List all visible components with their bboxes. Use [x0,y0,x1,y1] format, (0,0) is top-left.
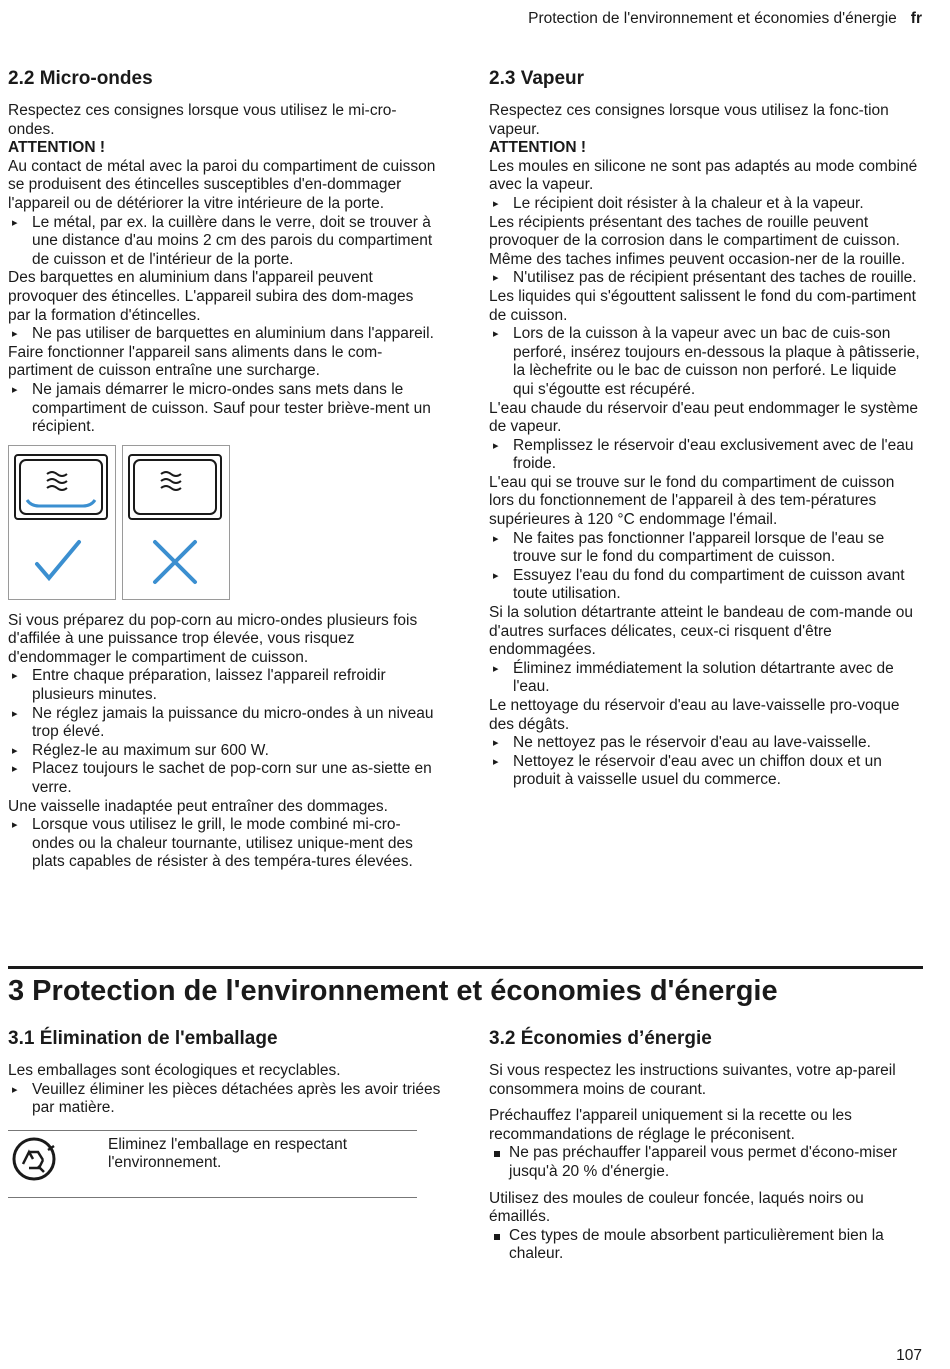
instruction-item: ▸ N'utilisez pas de récipient présentant des taches de rouille. [489,269,921,288]
section-packaging [8,1028,448,1198]
bullet-item: Ces types de moule absorbent particulièrement bien la chaleur. [489,1227,921,1264]
instruction-item: ▸ Veuillez éliminer les pièces détachées après les avoir triées par matière. [8,1081,448,1118]
panel-with-food [8,445,116,600]
paragraph: Si la solution détartrante atteint le bandeau de com-mande ou d'autres surfaces délicates, ceux-ci risquent d'être endommagées. [489,604,913,659]
section-heading-2-3: 2.3 Vapeur [489,68,585,89]
section-heading-3-1: 3.1 Élimination de l'emballage [8,1028,278,1049]
section-steam [489,68,921,790]
paragraph: Respectez ces consignes lorsque vous utilisez le mi-cro-ondes. [8,102,397,138]
page-header [528,10,922,28]
section-heading-2-2: 2.2 Micro-ondes [8,68,153,89]
paragraph: Au contact de métal avec la paroi du compartiment de cuisson se produisent des étincelles susceptibles d'en-dommager l'appareil ou de détériorer la vitre intérieure de la porte. [8,157,436,212]
instruction-item: ▸ Ne nettoyez pas le réservoir d'eau au lave-vaisselle. [489,734,921,753]
instruction-item: ▸ Ne pas utiliser de barquettes en aluminium dans l'appareil. [8,325,440,344]
instruction-item: ▸ Entre chaque préparation, laissez l'appareil refroidir plusieurs minutes. [8,667,440,704]
chapter-heading: 3 Protection de l'environnement et économies d'énergie [8,975,778,1007]
paragraph: Des barquettes en aluminium dans l'appareil peuvent provoquer des étincelles. L'appareil subira des dom-mages par la formation d'étincelles. [8,269,414,324]
header-title: Protection de l'environnement et économies d'énergie [528,10,897,27]
panel-empty [122,445,230,600]
instruction-item: ▸ Lorsque vous utilisez le grill, le mode combiné mi-cro-ondes ou la chaleur tournante, utilisez unique-ment des plats capables de résister à des tempéra-tures élevées. [8,816,440,872]
recycling-icon [8,1136,108,1188]
paragraph: Respectez ces consignes lorsque vous utilisez la fonc-tion vapeur. [489,102,889,138]
section-microwave [8,68,440,872]
instruction-item: ▸ Ne faites pas fonctionner l'appareil lorsque de l'eau se trouve sur le fond du compartiment de cuisson. [489,530,921,567]
bullet-item: Ne pas préchauffer l'appareil vous permet d'écono-miser jusqu'à 20 % d'énergie. [489,1144,921,1181]
instruction-item: ▸ Réglez-le au maximum sur 600 W. [8,742,440,761]
paragraph: Les récipients présentant des taches de rouille peuvent provoquer de la corrosion dans le compartiment de cuisson. Même des taches infimes peuvent occasion-ner de la rouille. [489,213,906,268]
instruction-item: ▸ Nettoyez le réservoir d'eau avec un chiffon doux et un produit à vaisselle usuel du commerce. [489,753,921,790]
instruction-item: ▸ Placez toujours le sachet de pop-corn sur une as-siette en verre. [8,760,440,797]
instruction-item: ▸ Remplissez le réservoir d'eau exclusivement avec de l'eau froide. [489,437,921,474]
instruction-item: ▸ Le métal, par ex. la cuillère dans le verre, doit se trouver à une distance d'au moins 2 cm des parois du compartiment de cuisson et de l'intérieur de la porte. [8,214,440,270]
instruction-item: ▸ Ne jamais démarrer le micro-ondes sans mets dans le compartiment de cuisson. Sauf pour tester briève-ment un récipient. [8,381,440,437]
paragraph: L'eau chaude du réservoir d'eau peut endommager le système de vapeur. [489,399,918,436]
instruction-item: ▸ Essuyez l'eau du fond du compartiment de cuisson avant toute utilisation. [489,567,921,604]
paragraph: Faire fonctionner l'appareil sans aliments dans le com-partiment de cuisson entraîne une surcharge. [8,343,383,380]
paragraph: Si vous préparez du pop-corn au micro-ondes plusieurs fois d'affilée à une puissance trop élevée, vous risquez d'endommager le compartiment de cuisson. [8,611,418,666]
paragraph: L'eau qui se trouve sur le fond du compartiment de cuisson lors du fonctionnement de l'appareil à des tem-pératures supérieures à 120 °C endommage l'émail. [489,473,895,529]
microwave-illustration [8,445,440,600]
attention-label: ATTENTION ! [489,139,587,157]
attention-label: ATTENTION ! [8,139,106,157]
chapter-divider [8,966,923,969]
section-heading-3-2: 3.2 Économies d’énergie [489,1028,712,1049]
instruction-item: ▸ Éliminez immédiatement la solution détartrante avec de l'eau. [489,660,921,697]
instruction-item: ▸ Lors de la cuisson à la vapeur avec un bac de cuis-son perforé, insérez toujours en-dessous la plaque à pâtisserie, la lèchefrite ou le bac de cuisson non perforé. Le liquide qui s'égoutte est récupéré. [489,325,921,399]
language-code: fr [910,10,922,27]
check-icon [37,542,79,578]
paragraph: Si vous respectez les instructions suivantes, votre ap-pareil consommera moins de courant. [489,1062,896,1098]
paragraph: Préchauffez l'appareil uniquement si la recette ou les recommandations de réglage le préconisent. [489,1107,852,1143]
paragraph: Le nettoyage du réservoir d'eau au lave-vaisselle pro-voque des dégâts. [489,697,900,733]
instruction-item: ▸ Ne réglez jamais la puissance du micro-ondes à un niveau trop élevé. [8,705,440,742]
paragraph: Les moules en silicone ne sont pas adaptés au mode combiné avec la vapeur. [489,157,918,194]
page-number: 107 [896,1347,922,1364]
paragraph: Les liquides qui s'égouttent salissent le fond du com-partiment de cuisson. [489,287,916,324]
paragraph: Une vaisselle inadaptée peut entraîner des dommages. [8,797,388,815]
paragraph: Utilisez des moules de couleur foncée, laqués noirs ou émaillés. [489,1189,864,1226]
environment-note [8,1130,417,1199]
cross-icon [155,542,195,582]
instruction-item: ▸ Le récipient doit résister à la chaleur et à la vapeur. [489,195,921,214]
paragraph: Les emballages sont écologiques et recyclables. [8,1062,341,1079]
note-text: Eliminez l'emballage en respectant l'environnement. [108,1135,348,1172]
section-energy [489,1028,921,1264]
